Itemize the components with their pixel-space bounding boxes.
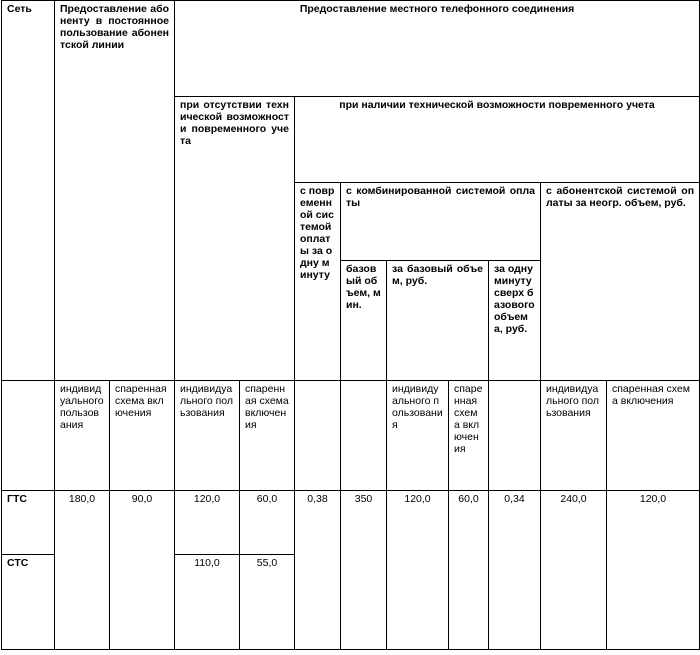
subheader-empty-base-min — [341, 381, 387, 491]
subheader-individual-2: индивидуального пользования — [175, 381, 240, 491]
header-time-based-system: с повременной системой оплаты за одну минуту — [295, 183, 341, 381]
value-line-individual: 180,0 — [55, 491, 110, 650]
subheader-empty-network — [2, 381, 55, 491]
value-base-paired: 60,0 — [449, 491, 489, 650]
header-no-time-billing: при отсутствии технической возможности повременного учета — [175, 97, 295, 381]
table-row-gts — [2, 491, 700, 555]
value-per-minute-over: 0,34 — [489, 491, 541, 650]
subheader-empty-time — [295, 381, 341, 491]
subheader-paired-4: спаренная схема включения — [607, 381, 700, 491]
subheader-paired-3: спаренная схема включения — [449, 381, 489, 491]
header-combined-system: с комбинированной системой оплаты — [341, 183, 541, 261]
header-row-1 — [2, 1, 700, 97]
subheader-individual-4: индивидуального пользования — [541, 381, 607, 491]
tariff-table — [1, 0, 700, 650]
subheader-paired-2: спаренная схема включения — [240, 381, 295, 491]
value-sts-no-billing-individual: 110,0 — [175, 555, 240, 650]
value-base-volume-min: 350 — [341, 491, 387, 650]
subheader-paired-1: спаренная схема включения — [110, 381, 175, 491]
subheader-empty-over — [489, 381, 541, 491]
row-label-sts: СТС — [2, 555, 55, 650]
header-network: Сеть — [2, 1, 55, 381]
value-gts-no-billing-individual: 120,0 — [175, 491, 240, 555]
header-unlimited-system: с абонентской системой оплаты за неогр. объем, руб. — [541, 183, 700, 381]
subheader-individual-1: индивидуального пользования — [55, 381, 110, 491]
header-base-volume-min: базовый объем, мин. — [341, 261, 387, 381]
header-permanent-line: Предоставление абоненту в постоянное пользование абонентской линии — [55, 1, 175, 381]
header-base-volume-rub: за базовый объем, руб. — [387, 261, 489, 381]
value-time-per-minute: 0,38 — [295, 491, 341, 650]
value-unlimited-paired: 120,0 — [607, 491, 700, 650]
value-unlimited-individual: 240,0 — [541, 491, 607, 650]
subheader-individual-3: индивидуального пользования — [387, 381, 449, 491]
row-label-gts: ГТС — [2, 491, 55, 555]
header-local-connection: Предоставление местного телефонного соединения — [175, 1, 700, 97]
header-with-time-billing: при наличии технической возможности повременного учета — [295, 97, 700, 183]
value-gts-no-billing-paired: 60,0 — [240, 491, 295, 555]
header-per-minute-over: за одну минуту сверх базового объема, руб. — [489, 261, 541, 381]
value-line-paired: 90,0 — [110, 491, 175, 650]
value-sts-no-billing-paired: 55,0 — [240, 555, 295, 650]
subheader-row — [2, 381, 700, 491]
value-base-individual: 120,0 — [387, 491, 449, 650]
